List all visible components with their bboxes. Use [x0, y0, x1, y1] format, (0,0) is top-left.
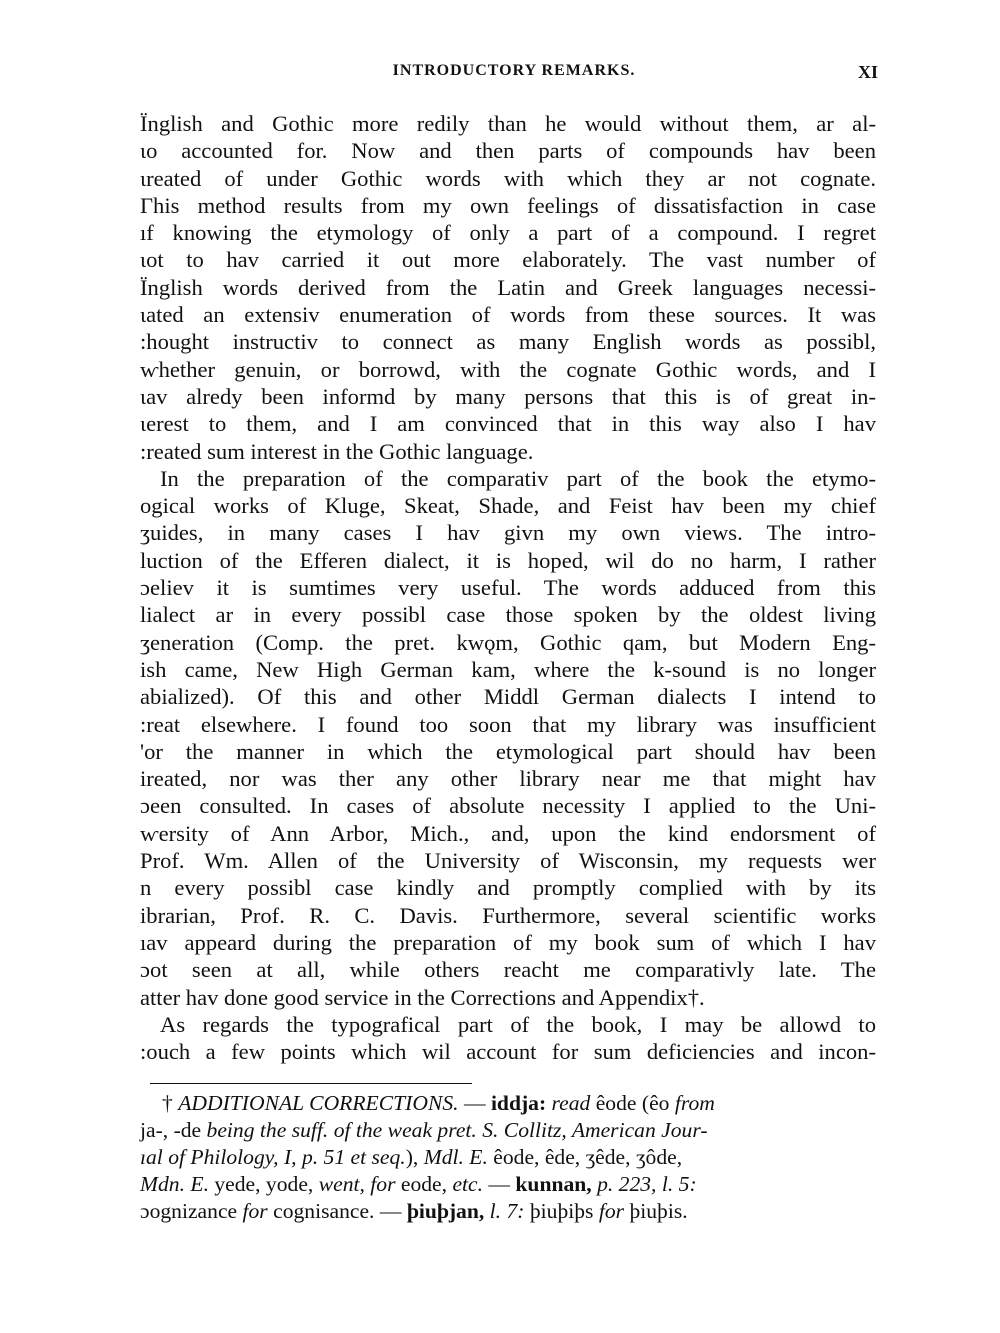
text-line: n every possibl case kindly and promptly complied with by its [140, 875, 876, 901]
text-line: ιo accounted for. Now and then parts of compounds hav been [140, 138, 876, 164]
text-line: abialized). Of this and other Middl German dialects I intend to [140, 684, 876, 710]
text-line: Ϊnglish and Gothic more redily than he would without them, ar al- [140, 111, 876, 136]
footnote-line: ɔognizance for cognisance. — þiuþjan, l. 7: þiuþiþs for þiuþis. [140, 1199, 688, 1223]
text-line: :ouch a few points which wil account for sum deficiencies and incon- [140, 1039, 876, 1065]
text-line: ⱳhether genuin, or borrowd, with the cognate Gothic words, and I [140, 356, 876, 382]
text-line: In the preparation of the comparativ part of the book the etymo- [160, 465, 876, 491]
text-line: ɔeen consulted. In cases of absolute necessity I applied to the Uni- [140, 793, 876, 819]
footnote [140, 1090, 876, 1225]
page-number: XI [857, 62, 878, 82]
text-line: ιot to hav carried it out more elaborately. The vast number of [140, 247, 876, 273]
footnote-line: Mdn. E. yede, yode, went, for eode, etc. — kunnan, p. 223, l. 5: [140, 1172, 697, 1196]
text-line: ɔeliev it is sumtimes very useful. The words adduced from this [140, 575, 876, 601]
text-line: ıav appeard during the preparation of my book sum of which I hav [140, 929, 876, 955]
text-line: Γhis method results from my own feelings of dissatisfaction in case [140, 192, 876, 218]
text-line: atter hav done good service in the Corrections and Appendix†. [140, 984, 705, 1010]
text-line: 'or the manner in which the etymological part should hav been [140, 738, 876, 764]
text-line: Ϊnglish words derived from the Latin and Greek languages necessi- [140, 274, 876, 300]
text-line: ish came, New High German kam, where the k-sound is no longer [140, 656, 876, 682]
text-line: :reated sum interest in the Gothic language. [140, 438, 534, 464]
text-line: ʒuides, in many cases I hav givn my own views. The intro- [140, 520, 876, 546]
text-line: As regards the typografical part of the book, I may be allowd to [160, 1011, 876, 1037]
text-line: Prof. Wm. Allen of the University of Wisconsin, my requests wer [140, 848, 876, 874]
text-line: luction of the Efferen dialect, it is hoped, wil do no harm, I rather [140, 547, 876, 573]
footnote-rule [150, 1083, 472, 1084]
text-line: ibrarian, Prof. R. C. Davis. Furthermore, several scientific works [140, 902, 876, 928]
footnote-line: † ADDITIONAL CORRECTIONS. — iddja: read êode (êo from [162, 1091, 715, 1115]
text-line: ιerest to them, and I am convinced that in this way also I hav [140, 411, 876, 437]
text-line: ıf knowing the etymology of only a part of a compound. I regret [140, 220, 876, 246]
text-line: ιated an extensiv enumeration of words from these sources. It was [140, 302, 876, 328]
text-line: ogical works of Kluge, Skeat, Shade, and Feist hav been my chief [140, 493, 876, 519]
text-line: ɔot seen at all, while others reacht me comparativly late. The [140, 957, 876, 983]
text-line: :reat elsewhere. I found too soon that my library was insufficient [140, 711, 876, 737]
text-line: ⱳersity of Ann Arbor, Mich., and, upon the kind endorsment of [140, 820, 876, 846]
text-line: ʒeneration (Comp. the pret. kwǫm, Gothic qam, but Modern Eng- [140, 629, 876, 655]
text-line: ιav alredy been informd by many persons that this is of great in- [140, 383, 876, 409]
text-line: :hought instructiv to connect as many English words as possibl, [140, 329, 876, 355]
main-text [140, 110, 876, 1065]
running-head: INTRODUCTORY REMARKS. [392, 62, 636, 79]
text-line: ιreated of under Gothic words with which they ar not cognate. [140, 165, 876, 191]
page-header [150, 62, 878, 90]
text-line: ireated, nor was ther any other library near me that might hav [140, 766, 876, 792]
footnote-line: ja-, -de being the suff. of the weak pret. S. Collitz, American Jour- [140, 1118, 708, 1142]
text-line: lialect ar in every possibl case those spoken by the oldest living [140, 602, 876, 628]
footnote-line: ıal of Philology, I, p. 51 et seq.), Mdl. E. êode, êde, ʒêde, ʒôde, [140, 1145, 683, 1169]
